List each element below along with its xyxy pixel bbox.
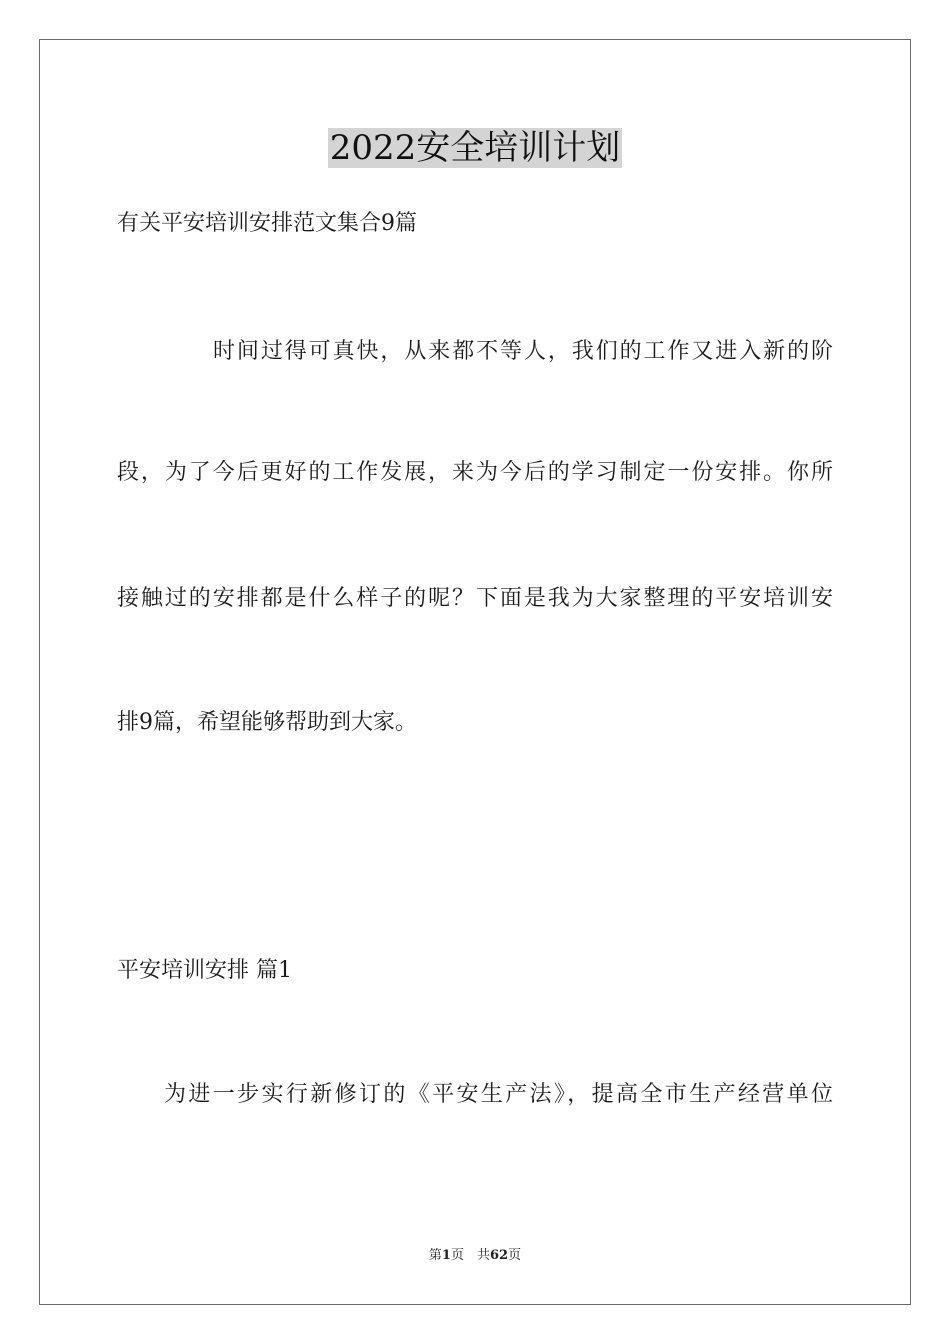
paragraph-2-line-1: 为进一步实行新修订的《平安生产法》，提高全市生产经营单位 (164, 1082, 833, 1107)
footer-suffix: 页 (508, 1248, 522, 1263)
paragraph-1-line-2: 段，为了今后更好的工作发展，来为今后的学习制定一份安排。你所 (117, 460, 833, 485)
paragraph-1-line-3: 接触过的安排都是什么样子的呢？下面是我为大家整理的平安培训安 (117, 586, 833, 611)
paragraph-1-line-4: 排9篇，希望能够帮助到大家。 (117, 710, 417, 735)
paragraph-1-line-1: 时间过得可真快，从来都不等人，我们的工作又进入新的阶 (213, 339, 833, 364)
footer-prefix: 第 (428, 1248, 442, 1263)
title-container (0, 128, 950, 168)
current-page-number: 1 (441, 1248, 451, 1263)
section-heading: 平安培训安排 篇1 (117, 958, 292, 983)
document-subtitle: 有关平安培训安排范文集合9篇 (117, 211, 417, 236)
total-pages-number: 62 (489, 1248, 509, 1263)
footer-middle: 页 共 (450, 1248, 490, 1263)
page-footer (0, 1248, 950, 1264)
document-title: 2022安全培训计划 (329, 128, 621, 168)
